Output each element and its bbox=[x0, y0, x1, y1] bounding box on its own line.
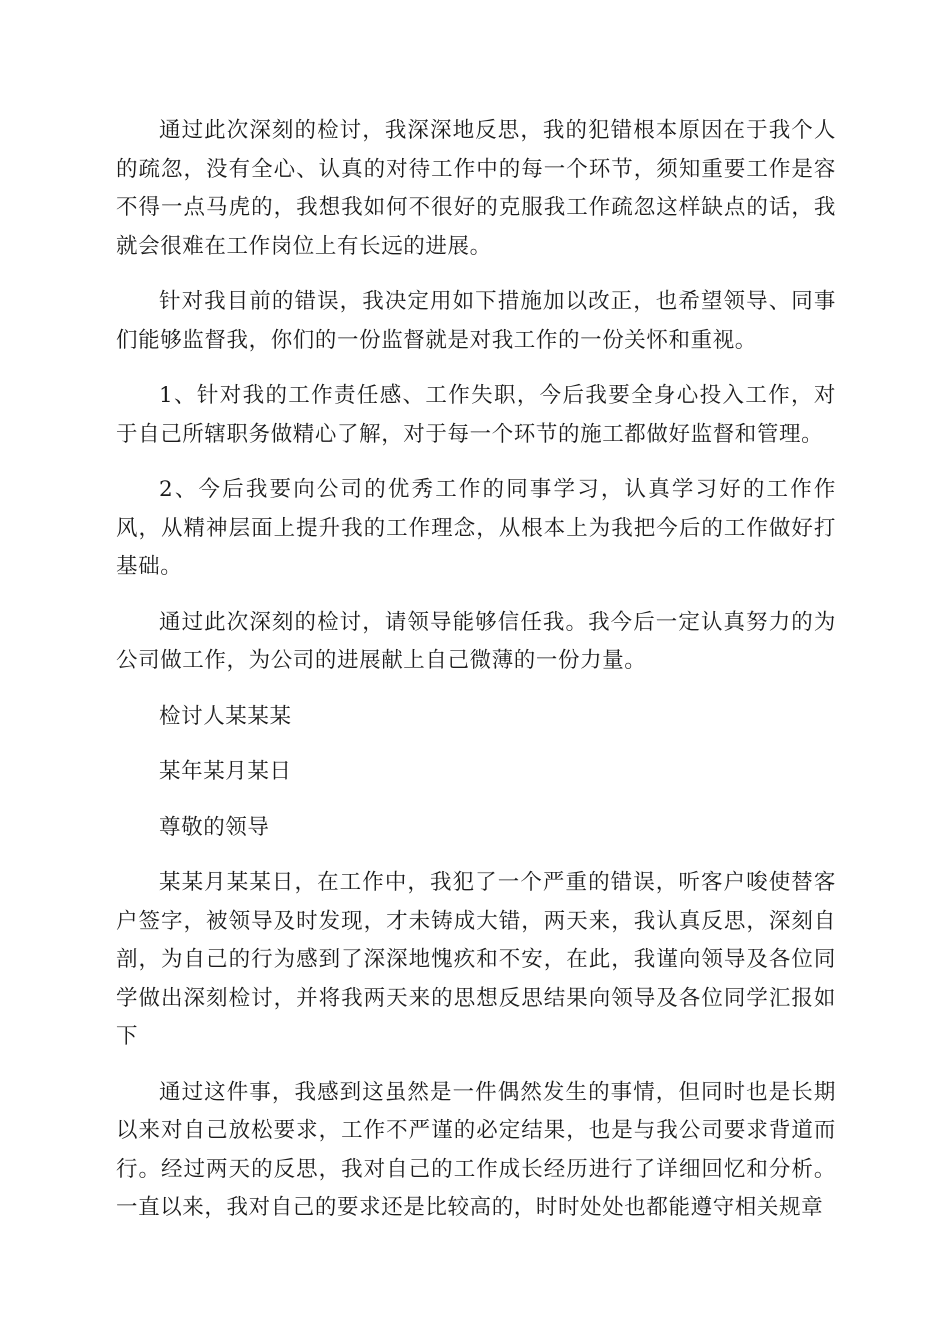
paragraph-analysis: 通过这件事，我感到这虽然是一件偶然发生的事情，但同时也是长期以来对自己放松要求，工作不严谨的必定结果，也是与我公司要求背道而行。经过两天的反思，我对自己的工作成长经历进行了详细回忆和分析。一直以来，我对自己的要求还是比较高的，时时处处也都能遵守相关规章 bbox=[116, 1079, 836, 1220]
document-body bbox=[116, 112, 836, 1245]
paragraph-closing: 通过此次深刻的检讨，请领导能够信任我。我今后一定认真努力的为公司做工作，为公司的进展献上自己微薄的一份力量。 bbox=[116, 609, 836, 673]
signature-date: 某年某月某日 bbox=[159, 759, 292, 784]
paragraph-measures-intro: 针对我目前的错误，我决定用如下措施加以改正，也希望领导、同事们能够监督我，你们的一份监督就是对我工作的一份关怀和重视。 bbox=[116, 289, 836, 353]
paragraph-incident: 某某月某某日，在工作中，我犯了一个严重的错误，听客户唆使替客户签字，被领导及时发现，才未铸成大错，两天来，我认真反思，深刻自剖，为自己的行为感到了深深地愧疚和不安，在此，我谨向领导及各位同学做出深刻检讨，并将我两天来的思想反思结果向领导及各位同学汇报如下 bbox=[116, 870, 836, 1049]
paragraph-measure-1: 1、针对我的工作责任感、工作失职，今后我要全身心投入工作，对于自己所辖职务做精心了解，对于每一个环节的施工都做好监督和管理。 bbox=[116, 383, 836, 447]
signature-name: 检讨人某某某 bbox=[159, 703, 292, 729]
paragraph-reflection: 通过此次深刻的检讨，我深深地反思，我的犯错根本原因在于我个人的疏忽，没有全心、认真的对待工作中的每一个环节，须知重要工作是容不得一点马虎的，我想我如何不很好的克服我工作疏忽这样缺点的话，我就会很难在工作岗位上有长远的进展。 bbox=[116, 118, 836, 259]
paragraph-measure-2: 2、今后我要向公司的优秀工作的同事学习，认真学习好的工作作风，从精神层面上提升我的工作理念，从根本上为我把今后的工作做好打基础。 bbox=[116, 477, 836, 579]
salutation: 尊敬的领导 bbox=[159, 814, 270, 840]
